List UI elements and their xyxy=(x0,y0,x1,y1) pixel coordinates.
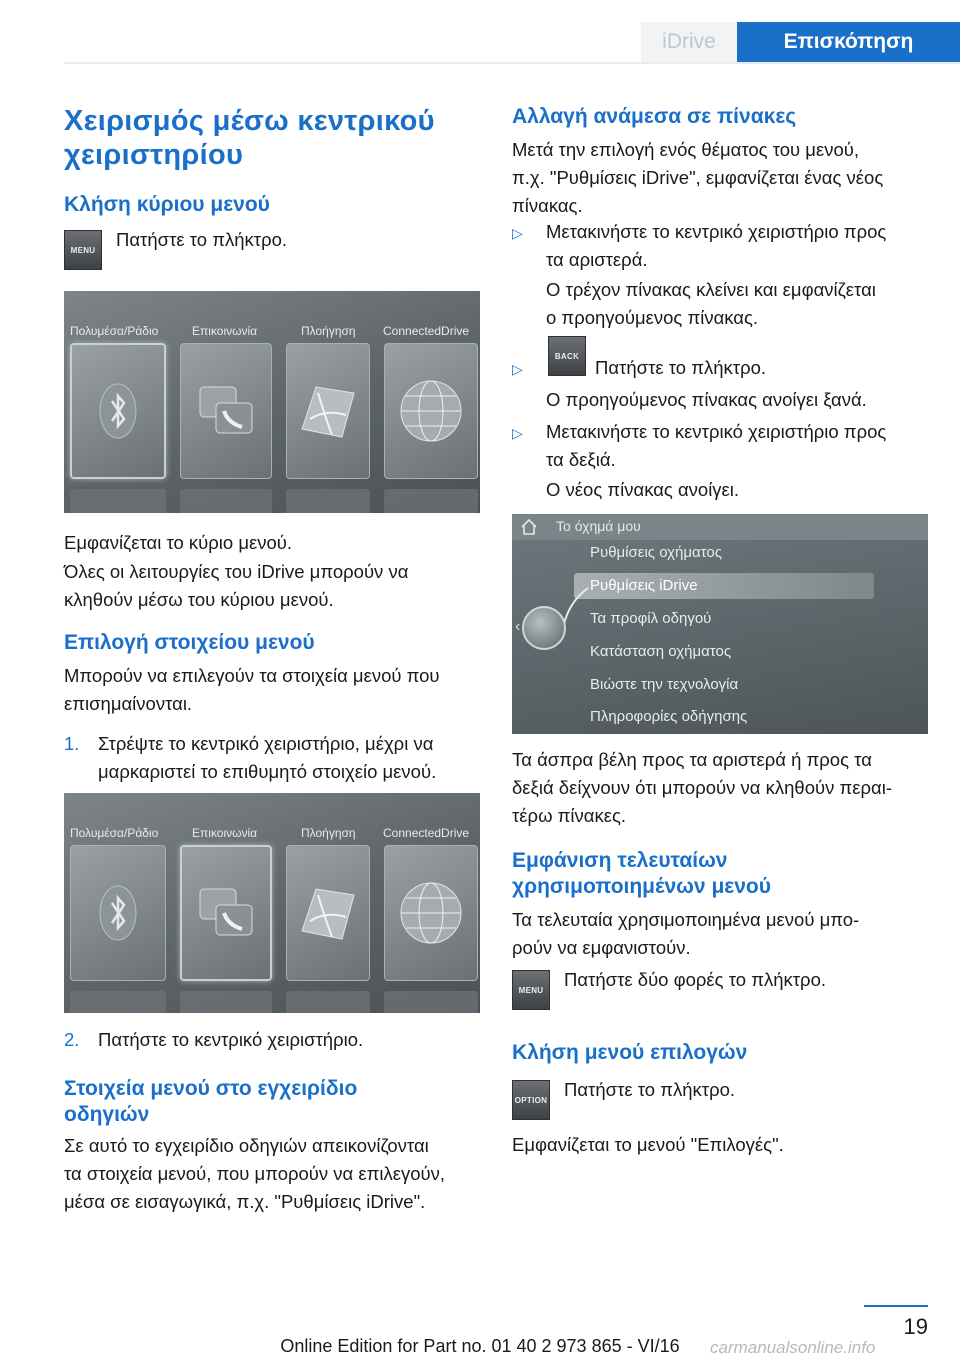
home-icon xyxy=(520,518,538,536)
menu-tab-multimedia: Πολυμέσα/Ράδιο xyxy=(70,324,159,338)
arrow-left-icon: ‹ xyxy=(515,618,521,635)
menu-button-icon: MENU xyxy=(64,230,102,270)
header-tab-idrive: iDrive xyxy=(641,22,737,62)
menu-item-idrive-settings: Ρυθμίσεις iDrive xyxy=(574,573,874,599)
section-title-switch-panels: Αλλαγή ανάμεσα σε πίνακες xyxy=(512,105,797,128)
step-1-line-2: μαρκαριστεί το επιθυμητό στοιχείο μενού. xyxy=(98,761,437,782)
section-title-menu-items-line-1: Στοιχεία μενού στο εγχειρίδιο xyxy=(64,1077,358,1100)
page-number: 19 xyxy=(903,1314,928,1339)
bullet-triangle-icon: ▷ xyxy=(512,361,523,377)
tile-phone xyxy=(180,845,272,981)
text-recent-1: Τα τελευταία χρησιμοποιημένα μενού μπο- xyxy=(512,909,860,930)
instruction-press-menu: Πατήστε το πλήκτρο. xyxy=(116,229,288,250)
tile-bluetooth xyxy=(70,845,166,981)
menu-item-experience-technology: Βιώστε την τεχνολογία xyxy=(590,676,739,693)
tile-strip xyxy=(286,489,370,513)
tile-bluetooth xyxy=(70,343,166,479)
menu-item-vehicle-status: Κατάσταση οχήματος xyxy=(590,643,732,660)
menu-tab-multimedia: Πολυμέσα/Ράδιο xyxy=(70,826,159,840)
tile-strip xyxy=(384,489,478,513)
instruction-press-twice: Πατήστε δύο φορές το πλήκτρο. xyxy=(564,969,827,990)
step-1-line-1: Στρέψτε το κεντρικό χειριστήριο, μέχρι να xyxy=(98,733,434,754)
watermark: carmanualsonline.info xyxy=(710,1338,876,1357)
screen-title: Το όχημά μου xyxy=(556,518,641,534)
instruction-press-option: Πατήστε το πλήκτρο. xyxy=(564,1079,736,1100)
tile-strip xyxy=(384,991,478,1013)
tile-strip xyxy=(180,991,272,1013)
option-button-icon: OPTION xyxy=(512,1080,550,1120)
globe-icon xyxy=(396,376,466,446)
page-title-line-1: Χειρισμός μέσω κεντρικού xyxy=(64,105,435,137)
bullet-1-line-1: Μετακινήστε το κεντρικό χειριστήριο προς xyxy=(546,221,887,242)
bullet-1-line-2: τα αριστερά. xyxy=(546,249,648,270)
edition-text: Online Edition for Part no. 01 40 2 973 865 - VI/16 xyxy=(280,1336,680,1356)
bullet-3-result: Ο νέος πίνακας ανοίγει. xyxy=(546,479,740,500)
menu-item-vehicle-settings: Ρυθμίσεις οχήματος xyxy=(590,544,722,561)
bluetooth-icon xyxy=(98,381,138,441)
menu-tab-communication: Επικοινωνία xyxy=(192,826,258,840)
section-title-recent-menus-line-2: χρησιμοποιημένων μενού xyxy=(512,875,771,898)
bullet-triangle-icon: ▷ xyxy=(512,225,523,241)
main-menu-screenshot-1 xyxy=(64,291,480,513)
menu-tab-connecteddrive: ConnectedDrive xyxy=(383,324,470,338)
phone-icon xyxy=(196,381,256,441)
menu-item-driving-info: Πληροφορίες οδήγησης xyxy=(590,708,748,725)
footer-rule xyxy=(864,1305,928,1307)
text-recent-2: ρούν να εμφανιστούν. xyxy=(512,937,691,958)
tile-connecteddrive xyxy=(384,845,478,981)
map-icon xyxy=(296,379,360,443)
text-switch-3: πίνακας. xyxy=(512,195,583,216)
text-options-shown: Εμφανίζεται το μενού "Επιλογές". xyxy=(512,1134,784,1155)
section-title-options-menu: Κλήση μενού επιλογών xyxy=(512,1041,748,1064)
menu-item-driver-profiles: Τα προφίλ οδηγού xyxy=(590,610,712,627)
text-arrows-1: Τα άσπρα βέλη προς τα αριστερά ή προς τα xyxy=(512,749,872,770)
bullet-triangle-icon: ▷ xyxy=(512,425,523,441)
bluetooth-icon xyxy=(98,883,138,943)
tile-strip xyxy=(180,489,272,513)
page-title-line-2: χειριστηρίου xyxy=(64,139,244,171)
bullet-2-text: Πατήστε το πλήκτρο. xyxy=(595,357,767,378)
text-arrows-3: τέρω πίνακες. xyxy=(512,805,627,826)
section-title-menu-items-line-2: οδηγιών xyxy=(64,1103,150,1126)
main-menu-screenshot-2 xyxy=(64,793,480,1013)
menu-tab-navigation: Πλοήγηση xyxy=(301,826,356,840)
text-switch-2: π.χ. "Ρυθμίσεις iDrive", εμφανίζεται ένας νέος xyxy=(512,167,884,188)
bullet-2-result: Ο προηγούμενος πίνακας ανοίγει ξανά. xyxy=(546,389,867,410)
bullet-3-line-1: Μετακινήστε το κεντρικό χειριστήριο προς xyxy=(546,421,887,442)
text-manual-3: μέσα σε εισαγωγικά, π.χ. "Ρυθμίσεις iDrive". xyxy=(64,1191,426,1212)
globe-icon xyxy=(396,878,466,948)
section-title-recent-menus-line-1: Εμφάνιση τελευταίων xyxy=(512,849,728,872)
back-button-icon: BACK xyxy=(548,336,586,376)
text-all-functions-2: κληθούν μέσω του κύριου μενού. xyxy=(64,589,334,610)
text-manual-1: Σε αυτό το εγχειρίδιο οδηγιών απεικονίζονται xyxy=(64,1135,429,1156)
text-switch-1: Μετά την επιλογή ενός θέματος του μενού, xyxy=(512,139,860,160)
tile-connecteddrive xyxy=(384,343,478,479)
tile-phone xyxy=(180,343,272,479)
step-number-2: 2. xyxy=(64,1029,80,1050)
section-title-select-item: Επιλογή στοιχείου μενού xyxy=(64,631,315,654)
bullet-1-result-1: Ο τρέχον πίνακας κλείνει και εμφανίζεται xyxy=(546,279,876,300)
text-selectable-1: Μπορούν να επιλεγούν τα στοιχεία μενού που xyxy=(64,665,440,686)
header-rule xyxy=(64,62,960,64)
menu-tab-connecteddrive: ConnectedDrive xyxy=(383,826,470,840)
menu-button-icon: MENU xyxy=(512,970,550,1010)
text-selectable-2: επισημαίνονται. xyxy=(64,693,193,714)
menu-tab-communication: Επικοινωνία xyxy=(192,324,258,338)
tile-strip xyxy=(70,991,166,1013)
vehicle-menu-screenshot xyxy=(512,514,928,734)
text-arrows-2: δεξιά δείχνουν ότι μπορούν να κληθούν περαι- xyxy=(512,777,892,798)
tile-navigation xyxy=(286,845,370,981)
text-all-functions-1: Όλες οι λειτουργίες του iDrive μπορούν να xyxy=(64,561,409,582)
step-2-text: Πατήστε το κεντρικό χειριστήριο. xyxy=(98,1029,364,1050)
step-number-1: 1. xyxy=(64,733,80,754)
map-icon xyxy=(296,881,360,945)
phone-icon xyxy=(196,883,256,943)
menu-tab-navigation: Πλοήγηση xyxy=(301,324,356,338)
text-manual-2: τα στοιχεία μενού, που μπορούν να επιλεγούν, xyxy=(64,1163,446,1184)
tile-strip xyxy=(70,489,166,513)
controller-knob-icon xyxy=(522,606,566,650)
bullet-1-result-2: ο προηγούμενος πίνακας. xyxy=(546,307,759,328)
tile-navigation xyxy=(286,343,370,479)
text-main-menu-shown: Εμφανίζεται το κύριο μενού. xyxy=(64,532,293,553)
tile-strip xyxy=(286,991,370,1013)
header-tab-overview: Επισκόπηση xyxy=(737,22,960,62)
section-title-main-menu: Κλήση κύριου μενού xyxy=(64,193,270,216)
bullet-3-line-2: τα δεξιά. xyxy=(546,449,616,470)
